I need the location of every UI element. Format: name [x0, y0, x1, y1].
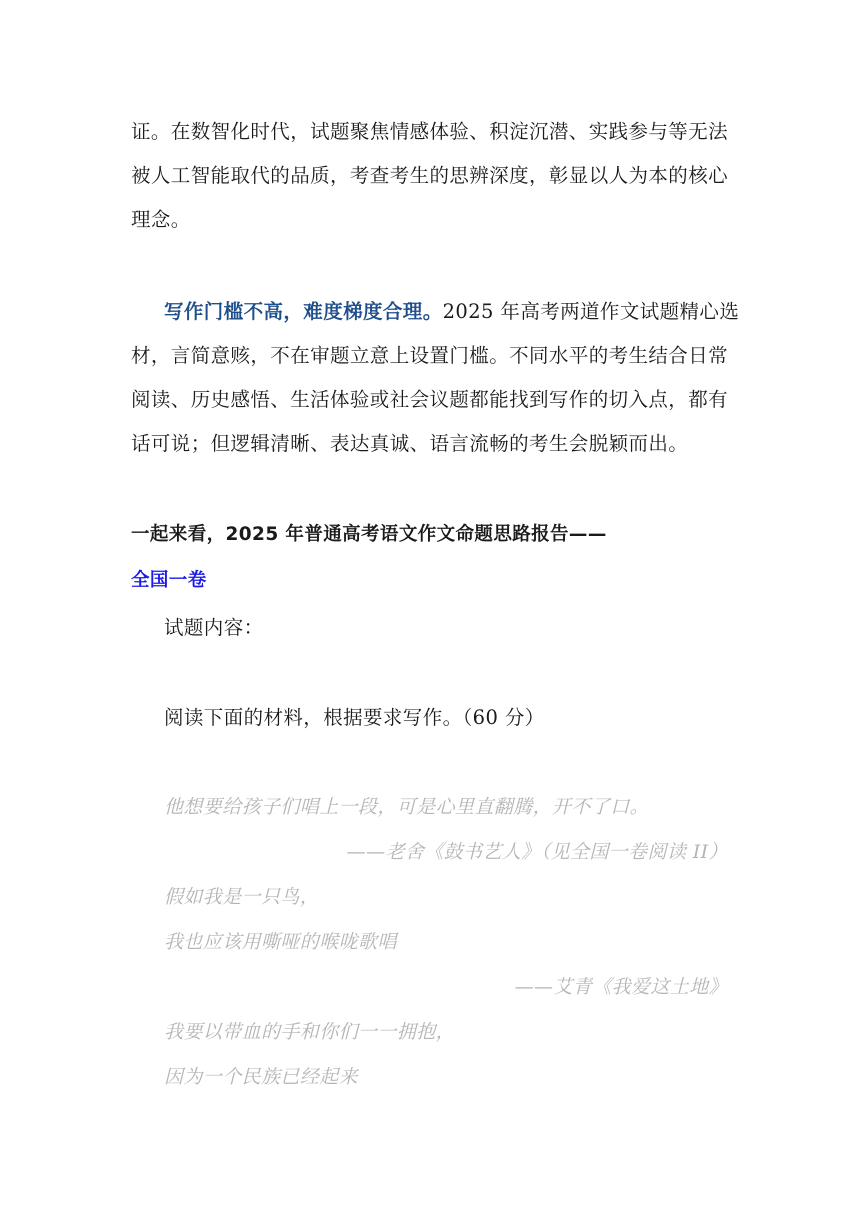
exam-section-title: 全国一卷	[131, 570, 207, 591]
threshold-line-2: 材，言简意赅，不在审题立意上设置门槛。不同水平的考生结合日常	[131, 344, 729, 367]
poem-1-line-2: 我也应该用嘶哑的喉咙歌唱	[164, 931, 397, 953]
report-heading: 一起来看，2025 年普通高考语文作文命题思路报告——	[131, 524, 607, 545]
threshold-line-1	[164, 296, 739, 324]
poem-2-line-2: 因为一个民族已经起来	[164, 1066, 359, 1088]
quote-1-attribution: ——老舍《鼓书艺人》（见全国一卷阅读 II）	[346, 841, 728, 863]
threshold-line-4: 话可说；但逻辑清晰、表达真诚、语言流畅的考生会脱颖而出。	[131, 432, 689, 455]
threshold-line-3: 阅读、历史感悟、生活体验或社会议题都能找到写作的切入点，都有	[131, 388, 729, 411]
intro-line-3: 理念。	[131, 208, 191, 231]
quote-1: 他想要给孩子们唱上一段，可是心里直翻腾，开不了口。	[164, 796, 650, 818]
intro-line-2: 被人工智能取代的品质，考查考生的思辨深度，彰显以人为本的核心	[131, 164, 729, 187]
intro-line-1: 证。在数智化时代，试题聚焦情感体验、积淀沉潜、实践参与等无法	[131, 120, 729, 143]
threshold-highlight: 写作门槛不高，难度梯度合理。	[164, 300, 443, 323]
poem-1-line-1: 假如我是一只鸟，	[164, 886, 320, 908]
threshold-line-1-rest: 2025 年高考两道作文试题精心选	[442, 300, 740, 323]
poem-1-attribution: ——艾青《我爱这土地》	[514, 976, 728, 998]
instruction-text: 阅读下面的材料，根据要求写作。（60 分）	[164, 706, 545, 729]
poem-2-line-1: 我要以带血的手和你们一一拥抱，	[164, 1021, 456, 1043]
content-label: 试题内容：	[164, 616, 264, 639]
